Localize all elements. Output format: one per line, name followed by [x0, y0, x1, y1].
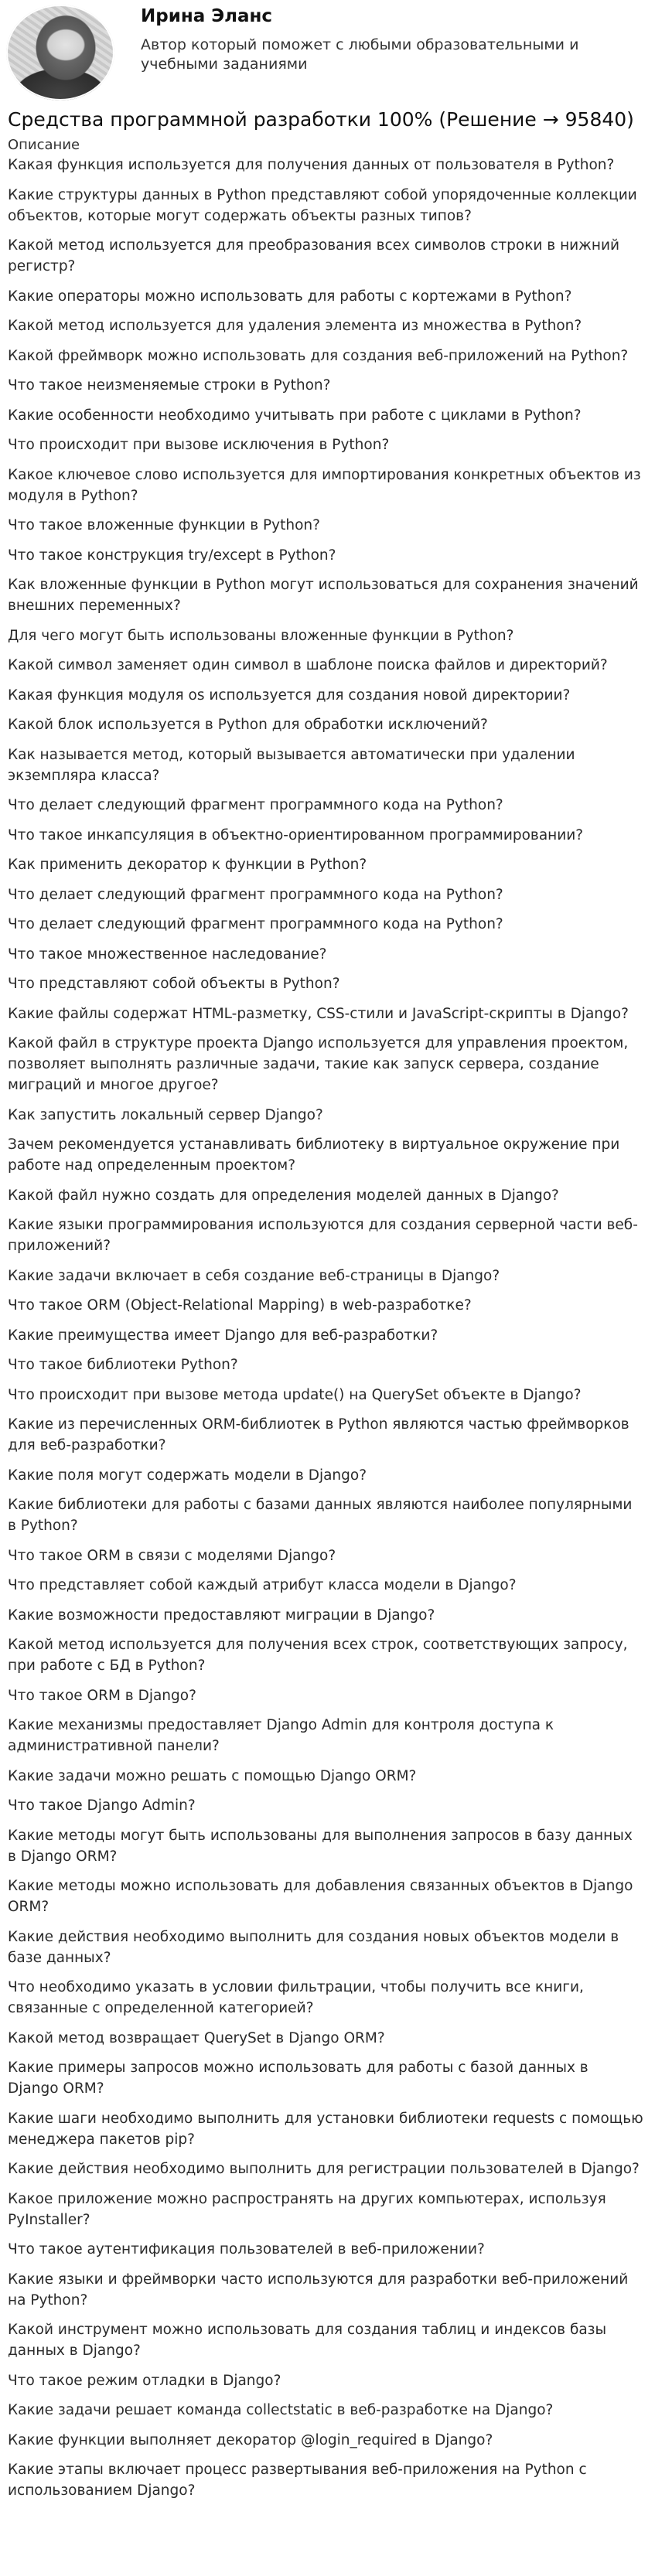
author-header [0, 0, 655, 108]
author-avatar[interactable] [6, 5, 114, 101]
question-item[interactable]: Что происходит при вызове метода update() на QuerySet объекте в Django? [8, 1386, 582, 1403]
question-item[interactable]: Какой метод используется для удаления элемента из множества в Python? [8, 318, 582, 334]
question-item[interactable]: Какая функция используется для получения данных от пользователя в Python? [8, 157, 615, 173]
question-item[interactable]: Что делает следующий фрагмент программного кода на Python? [8, 797, 503, 813]
question-item[interactable]: Зачем рекомендуется устанавливать библиотеку в виртуальное окружение при работе над определенным проектом? [8, 1136, 620, 1174]
question-item[interactable]: Какие языки программирования используются для создания серверной части веб-приложений? [8, 1217, 638, 1254]
question-item[interactable]: Какой инструмент можно использовать для создания таблиц и индексов базы данных в Django? [8, 2322, 607, 2359]
question-item[interactable]: Что такое вложенные функции в Python? [8, 517, 320, 533]
question-item[interactable]: Как применить декоратор к функции в Python? [8, 857, 367, 873]
question-item[interactable]: Какие задачи можно решать с помощью Django ORM? [8, 1767, 417, 1784]
question-item[interactable]: Что представляют собой объекты в Python? [8, 976, 340, 992]
question-item[interactable]: Что такое конструкция try/except в Python? [8, 547, 336, 564]
question-item[interactable]: Какое приложение можно распространять на других компьютерах, используя PyInstaller? [8, 2190, 606, 2228]
question-item[interactable]: Что такое режим отладки в Django? [8, 2372, 281, 2389]
question-item[interactable]: Какие преимущества имеет Django для веб-разработки? [8, 1327, 438, 1344]
question-item[interactable]: Какие особенности необходимо учитывать при работе с циклами в Python? [8, 407, 582, 424]
question-item[interactable]: Какие действия необходимо выполнить для регистрации пользователей в Django? [8, 2161, 640, 2177]
question-item[interactable]: Какой символ заменяет один символ в шаблоне поиска файлов и директорий? [8, 657, 608, 673]
question-item[interactable]: Какой метод используется для преобразования всех символов строки в нижний регистр? [8, 237, 619, 274]
question-item[interactable]: Что такое неизменяемые строки в Python? [8, 377, 331, 394]
question-item[interactable]: Какие операторы можно использовать для работы с кортежами в Python? [8, 288, 572, 305]
question-item[interactable]: Что такое библиотеки Python? [8, 1357, 238, 1373]
question-item[interactable]: Какой метод используется для получения всех строк, соответствующих запросу, при работе с БД в Python? [8, 1637, 628, 1674]
question-item[interactable]: Какие методы можно использовать для добавления связанных объектов в Django ORM? [8, 1878, 633, 1915]
question-item[interactable]: Какая функция модуля os используется для создания новой директории? [8, 687, 571, 704]
question-item[interactable]: Какой файл нужно создать для определения моделей данных в Django? [8, 1187, 559, 1204]
question-item[interactable]: Что такое ORM (Object-Relational Mapping) в web-разработке? [8, 1297, 472, 1314]
question-item[interactable]: Что делает следующий фрагмент программного кода на Python? [8, 916, 503, 932]
question-item[interactable]: Какие из перечисленных ORM-библиотек в Python являются частью фреймворков для веб-разработки? [8, 1416, 629, 1453]
question-item[interactable]: Какой фреймворк можно использовать для создания веб-приложений на Python? [8, 347, 629, 364]
question-item[interactable]: Что необходимо указать в условии фильтрации, чтобы получить все книги, связанные с определенной категорией? [8, 1979, 584, 2016]
question-item[interactable]: Какие этапы включает процесс развертывания веб-приложения на Python с использованием Django? [8, 2462, 587, 2499]
question-item[interactable]: Какие структуры данных в Python представляют собой упорядоченные коллекции объектов, которые могут содержать объекты разных типов? [8, 186, 637, 224]
question-item[interactable]: Какие методы могут быть использованы для выполнения запросов в базу данных в Django ORM? [8, 1827, 633, 1865]
question-item[interactable]: Что такое инкапсуляция в объектно-ориентированном программировании? [8, 826, 584, 843]
question-item[interactable]: Какие библиотеки для работы с базами данных являются наиболее популярными в Python? [8, 1497, 633, 1534]
question-item[interactable]: Какой файл в структуре проекта Django используется для управления проектом, позволяет выполнять различные задачи, такие как запуск сервера, создание миграций и многое другое? [8, 1035, 629, 1093]
author-bio: Автор который поможет с любыми образовательными и учебными заданиями [141, 36, 579, 73]
question-item[interactable]: Какие задачи включает в себя создание веб-страницы в Django? [8, 1267, 500, 1284]
question-item[interactable]: Какие задачи решает команда collectstatic в веб-разработке на Django? [8, 2402, 554, 2418]
question-item[interactable]: Что происходит при вызове исключения в Python? [8, 437, 390, 453]
question-item[interactable]: Какие действия необходимо выполнить для создания новых объектов модели в базе данных? [8, 1928, 619, 1966]
question-item[interactable]: Что такое ORM в Django? [8, 1687, 196, 1704]
description-label: Описание [8, 137, 80, 153]
question-item[interactable]: Что делает следующий фрагмент программного кода на Python? [8, 886, 503, 903]
question-item[interactable]: Какие файлы содержат HTML-разметку, CSS-стили и JavaScript-скрипты в Django? [8, 1005, 629, 1022]
question-item[interactable]: Какие примеры запросов можно использовать для работы с базой данных в Django ORM? [8, 2060, 588, 2097]
question-item[interactable]: Что такое аутентификация пользователей в веб-приложении? [8, 2241, 485, 2257]
question-item[interactable]: Какие поля могут содержать модели в Django? [8, 1467, 367, 1484]
question-item[interactable]: Для чего могут быть использованы вложенные функции в Python? [8, 627, 514, 644]
question-item[interactable]: Какие шаги необходимо выполнить для установки библиотеки requests с помощью менеджера пакетов pip? [8, 2110, 643, 2148]
question-item[interactable]: Как называется метод, который вызывается автоматически при удалении экземпляра класса? [8, 746, 575, 784]
page-title: Средства программной разработки 100% (Решение → 95840) [8, 108, 634, 131]
question-item[interactable]: Как запустить локальный сервер Django? [8, 1106, 323, 1123]
question-item[interactable]: Как вложенные функции в Python могут использоваться для сохранения значений внешних переменных? [8, 577, 639, 614]
question-item[interactable]: Какие функции выполняет декоратор @login_required в Django? [8, 2431, 493, 2448]
question-item[interactable]: Какое ключевое слово используется для импортирования конкретных объектов из модуля в Python? [8, 466, 641, 504]
question-list [0, 155, 655, 2501]
question-item[interactable]: Что такое ORM в связи с моделями Django? [8, 1547, 336, 1564]
question-item[interactable]: Какой метод возвращает QuerySet в Django ORM? [8, 2029, 385, 2046]
author-name[interactable]: Ирина Эланс [141, 6, 273, 26]
question-item[interactable]: Какие возможности предоставляют миграции в Django? [8, 1607, 435, 1624]
question-item[interactable]: Что представляет собой каждый атрибут класса модели в Django? [8, 1577, 517, 1593]
question-item[interactable]: Какие механизмы предоставляет Django Admin для контроля доступа к административной панели? [8, 1717, 554, 1754]
question-item[interactable]: Что такое Django Admin? [8, 1797, 196, 1814]
question-item[interactable]: Какие языки и фреймворки часто используются для разработки веб-приложений на Python? [8, 2271, 629, 2309]
question-item[interactable]: Что такое множественное наследование? [8, 946, 327, 963]
question-item[interactable]: Какой блок используется в Python для обработки исключений? [8, 717, 488, 733]
